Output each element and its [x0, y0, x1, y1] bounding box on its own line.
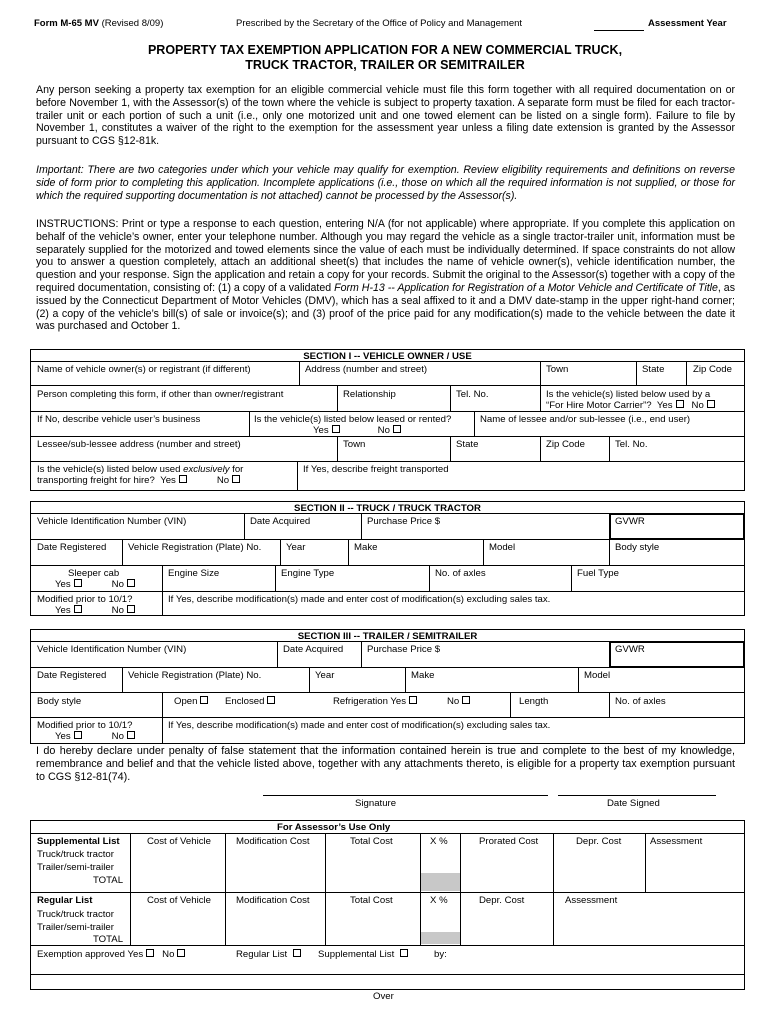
signature-line[interactable]	[263, 795, 548, 796]
truck-price-field[interactable]: Purchase Price $	[367, 516, 441, 527]
sleeper-no-checkbox[interactable]	[127, 579, 135, 587]
trailer-modified-no-checkbox[interactable]	[127, 731, 135, 739]
truck-body-field[interactable]: Body style	[615, 542, 660, 553]
exemption-approved: Exemption approved Yes No	[37, 949, 185, 960]
for-hire-question-2: “For Hire Motor Carrier”? Yes No	[546, 400, 715, 411]
signature-label: Signature	[355, 798, 397, 809]
freight-description-field[interactable]: If Yes, describe freight transported	[303, 464, 449, 475]
section-3-title: SECTION III -- TRAILER / SEMITRAILER	[297, 631, 478, 642]
supp-row-truck: Truck/truck tractor	[37, 849, 114, 860]
intro-paragraph: Any person seeking a property tax exemption for an eligible commercial vehicle must file this form together with all required documentation on or before November 1, with the Assessor(s) of the town where the vehicle is subject to property taxation. A separate form must be filed for each tractor-trailer unit or each portion of such a unit (i.e., only one motorized unit and one towed element can be listed on a single form). Failure to file by November 1, constitutes a waiver of the right to the exemption for the assessment year unless a filing date extension is granted by the Assessor pursuant to CGS §12-81k.	[36, 84, 735, 148]
supp-header-mod-cost: Modification Cost	[236, 836, 310, 847]
refrigeration-yes-option: Refrigeration Yes	[333, 696, 417, 707]
truck-date-registered-field[interactable]: Date Registered	[37, 542, 107, 553]
truck-modification-field[interactable]: If Yes, describe modification(s) made and enter cost of modification(s) excluding sales tax.	[168, 594, 551, 605]
date-signed-line[interactable]	[558, 795, 716, 796]
truck-year-field[interactable]: Year	[286, 542, 306, 553]
enclosed-option: Enclosed	[225, 696, 275, 707]
supp-header-depr: Depr. Cost	[576, 836, 622, 847]
refrigeration-no-checkbox[interactable]	[462, 696, 470, 704]
supp-header-prorated: Prorated Cost	[479, 836, 539, 847]
exclusive-no-checkbox[interactable]	[232, 475, 240, 483]
reg-header-mod-cost: Modification Cost	[236, 895, 310, 906]
trailer-length-field[interactable]: Length	[519, 696, 549, 707]
trailer-modified-yes-checkbox[interactable]	[74, 731, 82, 739]
engine-type-field[interactable]: Engine Type	[281, 568, 335, 579]
trailer-modified-label: Modified prior to 10/1?	[37, 720, 133, 731]
section-1-title: SECTION I -- VEHICLE OWNER / USE	[303, 351, 472, 362]
form-title-line2: TRUCK TRACTOR, TRAILER OR SEMITRAILER	[245, 58, 525, 72]
lessee-state-field[interactable]: State	[456, 439, 479, 450]
supp-row-trailer: Trailer/semi-trailer	[37, 862, 114, 873]
lessee-tel-field[interactable]: Tel. No.	[615, 439, 648, 450]
trailer-gvwr-label: GVWR	[615, 644, 645, 655]
truck-modified-no-checkbox[interactable]	[127, 605, 135, 613]
exemption-no-checkbox[interactable]	[177, 949, 185, 957]
truck-vin-field[interactable]: Vehicle Identification Number (VIN)	[37, 516, 187, 527]
enclosed-checkbox[interactable]	[267, 696, 275, 704]
truck-modified-yes-checkbox[interactable]	[74, 605, 82, 613]
trailer-year-field[interactable]: Year	[315, 670, 335, 681]
trailer-modified-options: Yes No	[55, 731, 135, 742]
leased-question: Is the vehicle(s) listed below leased or rented?	[254, 414, 452, 425]
leased-no-checkbox[interactable]	[393, 425, 401, 433]
trailer-date-registered-field[interactable]: Date Registered	[37, 670, 107, 681]
reg-row-trailer: Trailer/semi-trailer	[37, 922, 114, 933]
trailer-plate-field[interactable]: Vehicle Registration (Plate) No.	[128, 670, 262, 681]
supplemental-list-option: Supplemental List	[318, 949, 408, 960]
over-footer: Over	[373, 991, 394, 1002]
owner-town-field[interactable]: Town	[546, 364, 569, 375]
reg-row-truck: Truck/truck tractor	[37, 909, 114, 920]
form-title-line1: PROPERTY TAX EXEMPTION APPLICATION FOR A NEW COMMERCIAL TRUCK,	[147, 43, 623, 57]
for-hire-yes-checkbox[interactable]	[676, 400, 684, 408]
refrigeration-yes-checkbox[interactable]	[409, 696, 417, 704]
prescribed-text: Prescribed by the Secretary of the Office of Policy and Management	[236, 18, 523, 29]
exclusive-use-question-2: transporting freight for hire? Yes No	[37, 475, 240, 486]
regular-list-checkbox[interactable]	[293, 949, 301, 957]
supp-header-percent: X %	[430, 836, 448, 847]
trailer-vin-field[interactable]: Vehicle Identification Number (VIN)	[37, 644, 187, 655]
form-id: Form M-65 MV (Revised 8/09)	[34, 18, 164, 29]
trailer-date-acquired-field[interactable]: Date Acquired	[283, 644, 344, 655]
open-option: Open	[174, 696, 208, 707]
owner-state-field[interactable]: State	[642, 364, 665, 375]
date-signed-label: Date Signed	[607, 798, 660, 809]
regular-list-option: Regular List	[236, 949, 301, 960]
leased-options: Yes No	[313, 425, 401, 436]
truck-modified-label: Modified prior to 10/1?	[37, 594, 133, 605]
supp-total-shaded	[421, 873, 460, 891]
owner-name-field[interactable]: Name of vehicle owner(s) or registrant (if different)	[37, 364, 251, 375]
section-2-title: SECTION II -- TRUCK / TRUCK TRACTOR	[294, 503, 481, 514]
truck-axles-field[interactable]: No. of axles	[435, 568, 486, 579]
regular-list-title: Regular List	[37, 895, 93, 906]
lessee-zip-field[interactable]: Zip Code	[546, 439, 585, 450]
declaration-paragraph: I do hereby declare under penalty of false statement that the information contained herein is true and complete to the best of my knowledge, remembrance and belief and that the vehicle listed above, together with any attachments thereto, is eligible for a property tax exemption pursuant to CGS §12-81(74).	[36, 745, 735, 783]
trailer-axles-field[interactable]: No. of axles	[615, 696, 666, 707]
sleeper-cab-options: Yes No	[55, 579, 135, 590]
open-checkbox[interactable]	[200, 696, 208, 704]
supp-header-assessment: Assessment	[650, 836, 703, 847]
user-business-field[interactable]: If No, describe vehicle user’s business	[37, 414, 201, 425]
supp-header-cost: Cost of Vehicle	[147, 836, 211, 847]
owner-zip-field[interactable]: Zip Code	[693, 364, 732, 375]
reg-header-percent: X %	[430, 895, 448, 906]
exclusive-yes-checkbox[interactable]	[179, 475, 187, 483]
truck-date-acquired-field[interactable]: Date Acquired	[250, 516, 311, 527]
reg-header-cost: Cost of Vehicle	[147, 895, 211, 906]
lessee-town-field[interactable]: Town	[343, 439, 366, 450]
telephone-field[interactable]: Tel. No.	[456, 389, 489, 400]
truck-modified-options: Yes No	[55, 605, 135, 616]
lessee-name-field[interactable]: Name of lessee and/or sub-lessee (i.e., end user)	[480, 414, 691, 425]
sleeper-cab-label: Sleeper cab	[68, 568, 120, 579]
trailer-model-field[interactable]: Model	[584, 670, 611, 681]
for-hire-question: Is the vehicle(s) listed below used by a	[546, 389, 711, 400]
for-hire-no-checkbox[interactable]	[707, 400, 715, 408]
supp-row-total: TOTAL	[93, 875, 124, 886]
refrigeration-no-option: No	[447, 696, 470, 707]
trailer-price-field[interactable]: Purchase Price $	[367, 644, 441, 655]
instructions-paragraph: INSTRUCTIONS: Print or type a response to each question, entering N/A (for not applicable) where appropriate. If you complete this application on behalf of the vehicle’s owner, enter your telephone number. Although you may regard the vehicle as a single tractor-trailer unit, information must be separately supplied for the motorized and towed elements since the value of each must be individually determined. If space constraints do not allow you to answer a question completely, attach an additional sheet(s) that includes the name of vehicle owner(s), vehicle identification number, the question and your response. Sign the application and retain a copy for your records. Submit the original to the Assessor(s) together with a copy of the required documentation, consisting of: (1) a copy of a validated Form H-13 -- Application for Registration of a Motor Vehicle and Certificate of Title, as issued by the Connecticut Department of Motor Vehicles (DMV), which has a seal affixed to it and a DMV date-stamp in the upper right-hand corner; (2) a copy of the vehicle’s bill(s) of sale or invoice(s); and (3) proof of the price paid for any modification(s) made to the vehicle between the date it was purchased and October 1.	[36, 218, 735, 333]
supplemental-list-title: Supplemental List	[37, 836, 120, 847]
exemption-yes-checkbox[interactable]	[146, 949, 154, 957]
trailer-modification-field[interactable]: If Yes, describe modification(s) made and enter cost of modification(s) excluding sales tax.	[168, 720, 551, 731]
lessee-address-field[interactable]: Lessee/sub-lessee address (number and street)	[37, 439, 241, 450]
assessment-year-label: Assessment Year	[648, 18, 727, 29]
truck-make-field[interactable]: Make	[354, 542, 378, 553]
supp-header-total-cost: Total Cost	[350, 836, 393, 847]
reg-header-total-cost: Total Cost	[350, 895, 393, 906]
assessor-title: For Assessor’s Use Only	[277, 822, 391, 833]
reg-header-assessment: Assessment	[565, 895, 618, 906]
truck-gvwr-label: GVWR	[615, 516, 645, 527]
relationship-field[interactable]: Relationship	[343, 389, 396, 400]
person-completing-field[interactable]: Person completing this form, if other than owner/registrant	[37, 389, 284, 400]
trailer-body-field[interactable]: Body style	[37, 696, 82, 707]
truck-plate-field[interactable]: Vehicle Registration (Plate) No.	[128, 542, 262, 553]
approved-by-field[interactable]: by:	[434, 949, 447, 960]
truck-model-field[interactable]: Model	[489, 542, 516, 553]
important-paragraph: Important: There are two categories under which your vehicle may qualify for exemption. Review eligibility requirements and definitions on reverse side of form prior to completing this application. Incomplete applications (i.e., those on which all the required information is not supplied, or those for which the required supporting documentation is not attached) cannot be processed by the Assessor(s).	[36, 164, 735, 202]
trailer-make-field[interactable]: Make	[411, 670, 435, 681]
assessment-year-line[interactable]	[594, 30, 644, 31]
supplemental-list-checkbox[interactable]	[400, 949, 408, 957]
fuel-type-field[interactable]: Fuel Type	[577, 568, 619, 579]
reg-header-depr: Depr. Cost	[479, 895, 525, 906]
owner-address-field[interactable]: Address (number and street)	[305, 364, 428, 375]
reg-row-total: TOTAL	[93, 934, 124, 945]
engine-size-field[interactable]: Engine Size	[168, 568, 220, 579]
reg-total-shaded	[421, 932, 460, 944]
sleeper-yes-checkbox[interactable]	[74, 579, 82, 587]
exclusive-use-question: Is the vehicle(s) listed below used exclusively for	[37, 464, 244, 475]
leased-yes-checkbox[interactable]	[332, 425, 340, 433]
